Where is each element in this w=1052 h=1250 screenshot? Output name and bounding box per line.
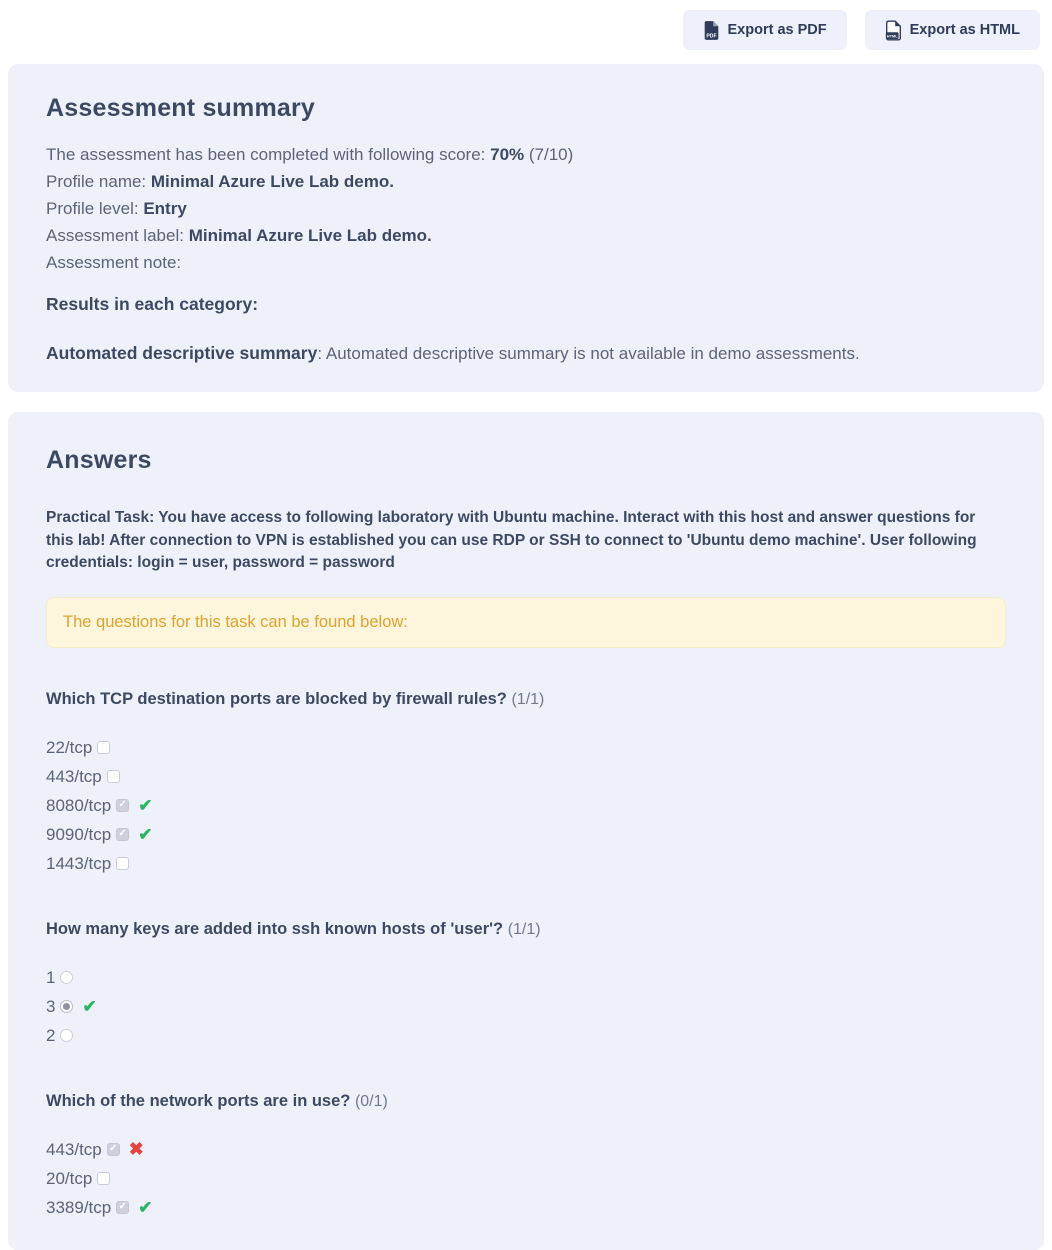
option-row (46, 1193, 1006, 1222)
question-score: (0/1) (354, 1092, 388, 1110)
option-label: 22/tcp (46, 737, 93, 757)
option-row (46, 849, 1006, 878)
export-pdf-label: Export as PDF (727, 22, 827, 38)
option-row (46, 1021, 1006, 1050)
option-checkbox[interactable]: ✓ (107, 1143, 120, 1156)
option-label: 3 (46, 996, 56, 1016)
option-checkbox[interactable] (116, 857, 129, 870)
html-file-icon (885, 20, 902, 41)
option-checkbox[interactable]: ✓ (116, 799, 129, 812)
incorrect-mark-icon: ✖ (128, 1139, 144, 1159)
correct-mark-icon: ✔ (138, 824, 153, 844)
question-title: Which of the network ports are in use? (46, 1091, 355, 1110)
auto-summary-text: Automated descriptive summary is not available in demo assessments. (325, 344, 860, 363)
option-checkbox[interactable] (97, 741, 110, 754)
profile-level-line (46, 195, 1006, 222)
score-value: 70% (490, 145, 525, 164)
option-row (46, 1135, 1006, 1164)
option-row (46, 963, 1006, 992)
option-row (46, 791, 1006, 820)
option-label: 20/tcp (46, 1168, 93, 1188)
export-html-button[interactable] (865, 10, 1040, 50)
score-prefix: The assessment has been completed with following score: (46, 145, 491, 164)
option-radio[interactable] (60, 1000, 73, 1013)
assessment-summary-title: Assessment summary (46, 94, 316, 122)
option-radio[interactable] (60, 1029, 73, 1042)
summary-lines (46, 141, 1006, 276)
questions-list (46, 690, 1006, 1222)
profile-level-label: Profile level: (46, 199, 144, 218)
question-score: (1/1) (507, 920, 541, 938)
export-toolbar (0, 0, 1052, 64)
option-checkbox[interactable] (107, 770, 120, 783)
questions-notice-text: The questions for this task can be found below: (63, 612, 408, 631)
option-label: 443/tcp (46, 766, 102, 786)
export-html-label: Export as HTML (909, 22, 1020, 38)
option-label: 2 (46, 1025, 56, 1045)
options-list (46, 733, 1006, 878)
score-line (46, 141, 1006, 168)
option-label: 3389/tcp (46, 1197, 112, 1217)
correct-mark-icon: ✔ (82, 996, 97, 1016)
export-pdf-button[interactable] (683, 10, 847, 50)
radio-dot (63, 1003, 70, 1010)
correct-mark-icon: ✔ (138, 1197, 153, 1217)
option-radio[interactable] (60, 971, 73, 984)
question-text (46, 1092, 1006, 1111)
pdf-file-icon (703, 20, 720, 41)
option-row (46, 992, 1006, 1021)
question-text (46, 690, 1006, 709)
options-list (46, 1135, 1006, 1222)
question-score: (1/1) (511, 690, 545, 708)
auto-summary-line (46, 343, 1006, 364)
questions-notice-box (46, 597, 1006, 648)
assessment-label-line (46, 222, 1006, 249)
practical-task-text: Practical Task: You have access to following laboratory with Ubuntu machine. Interact with this host and answer questions for this lab! After connection to VPN is established you can use RDP or SSH to connect to 'Ubuntu demo machine'. User following credentials: login = user, password = password (46, 509, 977, 571)
auto-summary-label: Automated descriptive summary (46, 343, 318, 363)
option-label: 8080/tcp (46, 795, 112, 815)
option-label: 9090/tcp (46, 824, 112, 844)
assessment-summary-card (8, 64, 1044, 392)
option-row (46, 733, 1006, 762)
svg-text:PDF: PDF (705, 32, 717, 39)
options-list (46, 963, 1006, 1050)
assessment-note-label: Assessment note: (46, 253, 182, 272)
option-row (46, 820, 1006, 849)
profile-name-value: Minimal Azure Live Lab demo. (150, 172, 394, 191)
question-title: How many keys are added into ssh known hosts of 'user'? (46, 919, 508, 938)
correct-mark-icon: ✔ (138, 795, 153, 815)
question-title: Which TCP destination ports are blocked by firewall rules? (46, 689, 512, 708)
option-row (46, 1164, 1006, 1193)
svg-text:HTML: HTML (886, 32, 898, 38)
answers-card (8, 412, 1044, 1250)
option-row (46, 762, 1006, 791)
profile-name-label: Profile name: (46, 172, 151, 191)
option-label: 1 (46, 967, 56, 987)
answers-title: Answers (46, 446, 152, 474)
option-checkbox[interactable] (97, 1172, 110, 1185)
option-checkbox[interactable]: ✓ (116, 828, 129, 841)
assessment-label-value: Minimal Azure Live Lab demo. (188, 226, 432, 245)
auto-summary-sep: : (317, 344, 326, 363)
assessment-label-label: Assessment label: (46, 226, 189, 245)
option-checkbox[interactable]: ✓ (116, 1201, 129, 1214)
score-fraction: (7/10) (524, 145, 574, 164)
option-label: 443/tcp (46, 1139, 102, 1159)
option-label: 1443/tcp (46, 853, 112, 873)
question-text (46, 920, 1006, 939)
profile-level-value: Entry (143, 199, 187, 218)
results-heading: Results in each category: (46, 294, 259, 314)
assessment-note-line (46, 249, 1006, 276)
profile-name-line (46, 168, 1006, 195)
